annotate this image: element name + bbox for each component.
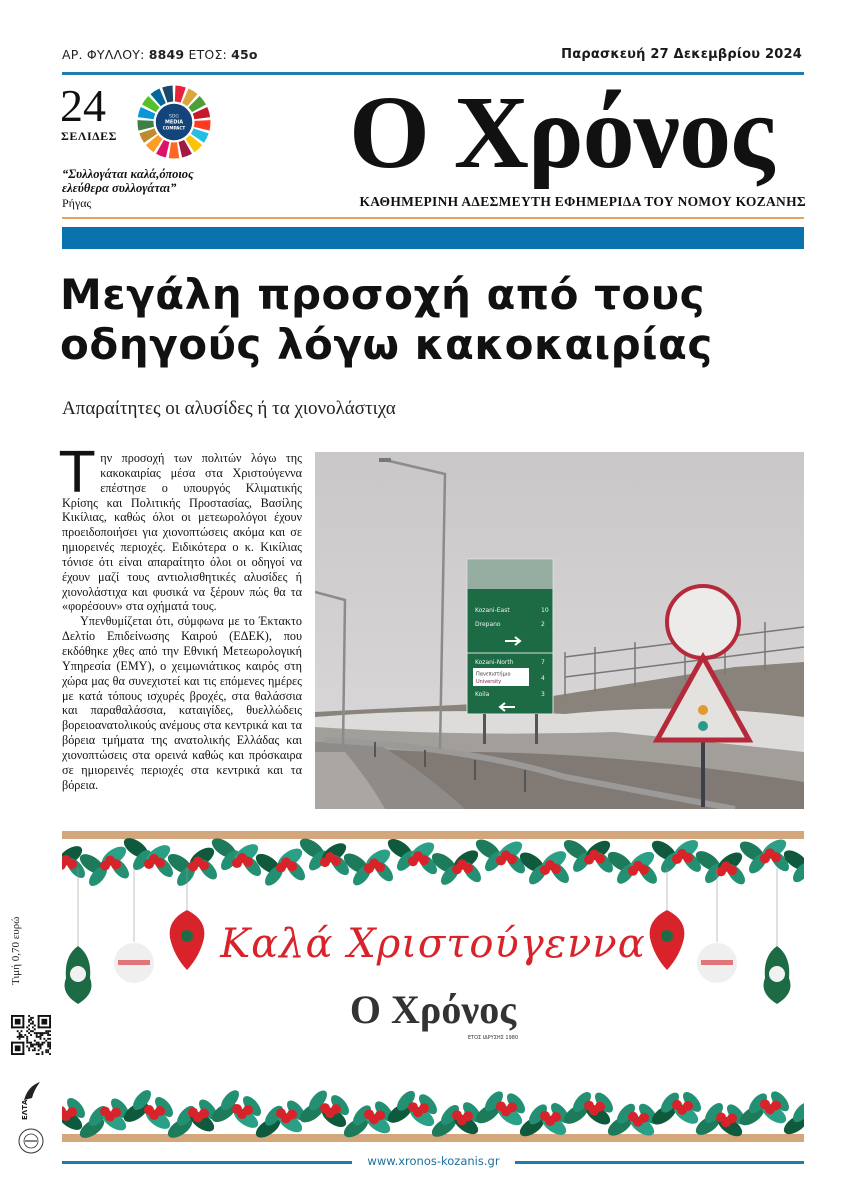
sdg-wedge bbox=[138, 120, 155, 130]
qr-module bbox=[28, 1021, 30, 1023]
masthead-tagline: ΚΑΘΗΜΕΡΙΝΗ ΑΔΕΣΜΕΥΤΗ ΕΦΗΜΕΡΙΔΑ ΤΟΥ ΝΟΜΟΥ ΚΟΖΑΝΗΣ bbox=[359, 194, 806, 209]
qr-module bbox=[11, 1042, 13, 1055]
holly-berry bbox=[375, 862, 385, 872]
holly-berry bbox=[287, 861, 297, 871]
qr-module bbox=[11, 1015, 13, 1028]
qr-module bbox=[49, 1045, 51, 1047]
holly-berry bbox=[320, 1103, 330, 1113]
holly-berry bbox=[188, 1107, 198, 1117]
qr-module bbox=[36, 1032, 38, 1034]
qr-module bbox=[47, 1049, 49, 1051]
holly-berry bbox=[683, 1101, 693, 1111]
holly-berry bbox=[672, 854, 682, 864]
holly-berry bbox=[507, 854, 517, 864]
holly-berry bbox=[100, 860, 110, 870]
quote-line-1: “Συλλογάται καλά,όποιος bbox=[62, 167, 194, 181]
qr-module bbox=[40, 1044, 42, 1046]
qr-module bbox=[17, 1030, 19, 1032]
masthead-title: Ο Χρόνος bbox=[349, 75, 773, 190]
qr-module bbox=[19, 1032, 21, 1034]
qr-module bbox=[41, 1051, 43, 1053]
qr-module bbox=[15, 1019, 21, 1025]
holly-berry bbox=[540, 865, 550, 875]
qr-module bbox=[41, 1042, 43, 1044]
holly-berry bbox=[100, 1106, 110, 1116]
qr-module bbox=[36, 1036, 38, 1038]
qr-module bbox=[38, 1044, 40, 1046]
year-value: 45ο bbox=[231, 47, 258, 62]
qr-module bbox=[19, 1038, 21, 1040]
qr-module bbox=[28, 1049, 30, 1051]
qr-module bbox=[17, 1036, 19, 1038]
holly-berry bbox=[452, 864, 462, 874]
holly-berry bbox=[144, 859, 154, 869]
sign-row: University bbox=[476, 679, 502, 685]
qr-module bbox=[11, 1026, 24, 1028]
qr-module bbox=[24, 1034, 26, 1036]
price-label: Τιμή 0,70 ευρώ bbox=[10, 916, 22, 985]
qr-module bbox=[38, 1053, 40, 1055]
qr-module bbox=[41, 1034, 43, 1036]
holly-berry bbox=[287, 1109, 297, 1119]
holly-berry bbox=[276, 862, 286, 872]
qr-module bbox=[38, 1026, 51, 1028]
sign-row: Koila bbox=[475, 691, 490, 698]
sign-distance: 2 bbox=[541, 621, 545, 628]
qr-module bbox=[30, 1030, 32, 1032]
holly-berry bbox=[375, 1110, 385, 1120]
qr-module bbox=[38, 1036, 40, 1038]
holly-berry bbox=[727, 1113, 737, 1123]
holly-berry bbox=[507, 1102, 517, 1112]
qr-module bbox=[49, 1034, 51, 1036]
qr-module bbox=[40, 1047, 42, 1049]
qr-module bbox=[38, 1049, 40, 1051]
qr-module bbox=[21, 1036, 23, 1038]
sign-distance: 10 bbox=[541, 607, 549, 614]
pages-label: ΣΕΛΙΔΕΣ bbox=[61, 129, 117, 143]
qr-module bbox=[47, 1051, 49, 1053]
qr-module bbox=[34, 1040, 36, 1042]
qr-module bbox=[49, 1047, 51, 1049]
qr-module bbox=[47, 1034, 49, 1036]
holly-berry bbox=[408, 856, 418, 866]
holly-berry bbox=[419, 1103, 429, 1113]
qr-module bbox=[47, 1042, 49, 1044]
svg-text:COMPACT: COMPACT bbox=[162, 125, 186, 131]
qr-module bbox=[26, 1026, 28, 1028]
holly-berry bbox=[595, 1102, 605, 1112]
qr-module bbox=[32, 1021, 34, 1023]
qr-module bbox=[34, 1049, 36, 1051]
holly-berry bbox=[232, 858, 242, 868]
qr-module bbox=[15, 1045, 21, 1051]
sdg-media-compact-logo bbox=[136, 84, 212, 160]
qr-module bbox=[38, 1042, 40, 1044]
holly-berry bbox=[276, 1108, 286, 1118]
issue-info bbox=[62, 47, 258, 62]
sdg-wedge bbox=[194, 120, 211, 130]
banner-logo: Ο Χρόνος bbox=[349, 987, 517, 1032]
holly-berry bbox=[760, 853, 770, 863]
qr-module bbox=[28, 1015, 30, 1017]
holly-berry bbox=[771, 1100, 781, 1110]
banner-founded-year: ΕΤΟΣ ΙΔΡΥΣΗΣ 1980 bbox=[467, 1035, 519, 1041]
holly-berry bbox=[155, 858, 165, 868]
qr-module bbox=[45, 1032, 47, 1034]
qr-module bbox=[28, 1028, 30, 1030]
qr-module bbox=[30, 1034, 32, 1036]
orange-divider bbox=[62, 217, 804, 219]
qr-module bbox=[28, 1047, 30, 1049]
qr-code[interactable] bbox=[11, 1015, 51, 1055]
holly-berry bbox=[716, 1112, 726, 1122]
issue-label: ΑΡ. ΦΥΛΛΟΥ: bbox=[62, 47, 145, 62]
website-link[interactable]: www.xronos-kozanis.gr bbox=[367, 1154, 500, 1168]
holly-berry bbox=[463, 863, 473, 873]
qr-module bbox=[49, 1044, 51, 1046]
qr-module bbox=[36, 1042, 38, 1044]
sign-row: Kozani-North bbox=[475, 659, 514, 666]
qr-module bbox=[28, 1032, 30, 1034]
qr-module bbox=[38, 1015, 51, 1017]
qr-module bbox=[32, 1049, 34, 1051]
qr-module bbox=[45, 1049, 47, 1051]
qr-module bbox=[11, 1042, 24, 1044]
holly-berry bbox=[584, 855, 594, 865]
holly-berry bbox=[111, 1107, 121, 1117]
qr-module bbox=[11, 1015, 24, 1017]
qr-module bbox=[41, 1053, 43, 1055]
qr-module bbox=[32, 1045, 34, 1047]
sign-row: Drepano bbox=[475, 621, 501, 628]
qr-module bbox=[34, 1028, 36, 1030]
qr-module bbox=[47, 1044, 49, 1046]
qr-module bbox=[32, 1030, 34, 1032]
holly-berry bbox=[331, 856, 341, 866]
qr-module bbox=[38, 1015, 40, 1028]
qr-module bbox=[19, 1034, 21, 1036]
qr-module bbox=[30, 1045, 32, 1047]
publisher-seal-icon bbox=[18, 1128, 44, 1154]
qr-module bbox=[22, 1036, 24, 1038]
article-body bbox=[60, 441, 302, 792]
headline-line-2: οδηγούς λόγω κακοκαιρίας bbox=[60, 320, 713, 369]
qr-module bbox=[49, 1030, 51, 1032]
holly-berry bbox=[628, 1112, 638, 1122]
qr-module bbox=[43, 1032, 45, 1034]
qr-module bbox=[30, 1023, 32, 1025]
qr-module bbox=[49, 1053, 51, 1055]
holly-berry bbox=[452, 1110, 462, 1120]
issue-number: 8849 bbox=[148, 47, 185, 62]
holly-berry bbox=[67, 1107, 77, 1117]
article-paragraph-1: ην προσοχή των πολιτών λόγω της κακοκαιρίας μέσα στα Χριστούγεννα επέστησε ο υπουργός Κλιματικής Κρίσης και Πολιτικής Προστασίας, Βασίλης Κικίλιας, καθώς όλοι οι μετεωρολόγοι έχουν προειδοποιήσει για χιονοπτώσεις ακόμα και σε ημιορεινές περιοχές. Ειδικότερα ο κ. Κικίλιας τόνισε ότι είναι απαραίτητο όλοι οι οδηγοί να έχουν μαζί τους αντιολισθητικές αλυσίδες ή χιονολάστιχα και φυσικά να ξέρουν πώς θα τα «φορέσουν» στα οχήματά τους. bbox=[62, 451, 302, 614]
blue-band bbox=[62, 227, 804, 249]
holly-berry bbox=[155, 1106, 165, 1116]
qr-module bbox=[45, 1040, 47, 1042]
qr-module bbox=[36, 1044, 38, 1046]
qr-module bbox=[34, 1047, 36, 1049]
qr-module bbox=[45, 1051, 47, 1053]
qr-module bbox=[36, 1053, 38, 1055]
holly-berry bbox=[551, 864, 561, 874]
qr-module bbox=[49, 1038, 51, 1040]
holly-berry bbox=[683, 853, 693, 863]
qr-module bbox=[26, 1038, 28, 1040]
holly-berry bbox=[243, 1105, 253, 1115]
qr-module bbox=[22, 1042, 24, 1055]
qr-module bbox=[28, 1042, 30, 1044]
holly-berry bbox=[199, 860, 209, 870]
qr-module bbox=[26, 1042, 28, 1044]
svg-text:MEDIA: MEDIA bbox=[164, 119, 184, 126]
quote-line-2: ελεύθερα συλλογάται” bbox=[62, 181, 177, 195]
holly-berry bbox=[243, 857, 253, 867]
holly-berry bbox=[111, 859, 121, 869]
holly-berry bbox=[320, 857, 330, 867]
holly-berry bbox=[716, 866, 726, 876]
holly-berry bbox=[144, 1105, 154, 1115]
qr-module bbox=[30, 1042, 32, 1044]
sign-row: Πανεπιστήμιο bbox=[476, 671, 511, 678]
elta-logo bbox=[18, 1080, 44, 1122]
qr-module bbox=[40, 1038, 42, 1040]
christmas-banner bbox=[62, 828, 804, 1150]
qr-module bbox=[40, 1045, 42, 1047]
sign-row: Kozani-East bbox=[475, 607, 510, 614]
footer-divider-left bbox=[62, 1161, 352, 1164]
drop-cap: Τ bbox=[60, 441, 95, 506]
headline-line-1: Μεγάλη προσοχή από τους bbox=[60, 270, 706, 319]
qr-module bbox=[28, 1019, 30, 1021]
qr-module bbox=[22, 1015, 24, 1028]
qr-module bbox=[49, 1042, 51, 1044]
holly-berry bbox=[408, 1102, 418, 1112]
qr-module bbox=[40, 1034, 42, 1036]
qr-module bbox=[41, 1044, 43, 1046]
qr-module bbox=[49, 1015, 51, 1028]
sign-distance: 7 bbox=[541, 659, 545, 666]
holly-berry bbox=[67, 859, 77, 869]
holly-berry bbox=[419, 855, 429, 865]
qr-module bbox=[34, 1025, 36, 1027]
holly-berry bbox=[639, 1113, 649, 1123]
year-label: ΕΤΟΣ: bbox=[188, 47, 227, 62]
holly-berry bbox=[760, 1099, 770, 1109]
qr-module bbox=[32, 1044, 34, 1046]
holly-berry bbox=[584, 1101, 594, 1111]
holly-berry bbox=[496, 855, 506, 865]
issue-date: Παρασκευή 27 Δεκεμβρίου 2024 bbox=[561, 47, 802, 62]
qr-module bbox=[38, 1032, 40, 1034]
qr-module bbox=[26, 1036, 28, 1038]
qr-module bbox=[30, 1017, 32, 1019]
quote-author: Ρήγας bbox=[62, 196, 92, 210]
qr-module bbox=[32, 1023, 34, 1025]
qr-module bbox=[41, 1032, 43, 1034]
svg-text:SDG: SDG bbox=[169, 114, 179, 120]
qr-module bbox=[47, 1045, 49, 1047]
qr-module bbox=[21, 1034, 23, 1036]
holly-berry bbox=[188, 861, 198, 871]
holly-berry bbox=[463, 1111, 473, 1121]
qr-module bbox=[26, 1040, 28, 1042]
elta-label: ΕΛΤΑ bbox=[21, 1099, 29, 1120]
christmas-greeting: Καλά Χριστούγεννα bbox=[220, 921, 646, 967]
pages-count: 24 bbox=[60, 80, 106, 131]
qr-module bbox=[32, 1026, 34, 1028]
holly-berry bbox=[232, 1104, 242, 1114]
qr-module bbox=[47, 1032, 49, 1034]
qr-module bbox=[26, 1045, 28, 1047]
qr-module bbox=[36, 1034, 38, 1036]
holly-berry bbox=[551, 1112, 561, 1122]
sdg-wedge bbox=[169, 142, 180, 158]
qr-module bbox=[30, 1044, 32, 1046]
qr-module bbox=[28, 1025, 30, 1027]
sign-distance: 3 bbox=[541, 691, 545, 698]
qr-module bbox=[47, 1030, 49, 1032]
qr-module bbox=[43, 1042, 45, 1044]
holly-berry bbox=[540, 1111, 550, 1121]
holly-berry bbox=[199, 1108, 209, 1118]
holly-berry bbox=[331, 1104, 341, 1114]
holly-berry bbox=[364, 1109, 374, 1119]
qr-module bbox=[32, 1017, 34, 1019]
article-photo-snowy-road bbox=[315, 452, 804, 809]
holly-berry bbox=[771, 852, 781, 862]
qr-module bbox=[40, 1032, 42, 1034]
qr-module bbox=[21, 1030, 23, 1032]
qr-module bbox=[45, 1030, 47, 1032]
holly-berry bbox=[727, 865, 737, 875]
qr-module bbox=[38, 1045, 40, 1047]
qr-module bbox=[11, 1053, 24, 1055]
qr-module bbox=[26, 1030, 28, 1032]
qr-module bbox=[34, 1032, 36, 1034]
qr-module bbox=[41, 1019, 47, 1025]
holly-berry bbox=[496, 1101, 506, 1111]
holly-berry bbox=[672, 1100, 682, 1110]
qr-module bbox=[40, 1036, 42, 1038]
qr-module bbox=[34, 1044, 36, 1046]
holly-berry bbox=[639, 865, 649, 875]
article-headline bbox=[60, 270, 820, 370]
article-paragraph-2: Υπενθυμίζεται ότι, σύμφωνα με το Έκτακτο Δελτίο Επιδείνωσης Καιρού (ΕΔΕΚ), που εκδόθηκε χθες από την Εθνική Μετεωρολογική Υπηρεσία (ΕΜΥ), ο χειμωνιάτικος καιρός στη χώρα μας θα συνεχιστεί και τις επόμενες ημέρες με κατά τόπους ισχυρές βροχές, στα θαλάσσια και παραθαλάσσια, καταιγίδες, θυελλώδεις βορειοανατολικούς ανέμους στα κεντρικά και τα βόρεια τμήματα της ανατολικής Ελλάδας και χιονοπτώσεις στα ορεινά καθώς και πρόσκαιρα σε ημιορεινές περιοχές στα κεντρικά και τα βόρεια. bbox=[62, 614, 302, 792]
masthead-quote bbox=[62, 167, 194, 195]
qr-module bbox=[19, 1036, 21, 1038]
footer-divider-right bbox=[515, 1161, 804, 1164]
qr-module bbox=[30, 1019, 32, 1021]
qr-module bbox=[47, 1038, 49, 1040]
holly-berry bbox=[595, 854, 605, 864]
holly-berry bbox=[364, 863, 374, 873]
qr-module bbox=[43, 1038, 45, 1040]
sign-distance: 4 bbox=[541, 675, 545, 682]
holly-berry bbox=[628, 866, 638, 876]
article-subheadline: Απαραίτητες οι αλυσίδες ή τα χιονολάστιχα bbox=[62, 398, 396, 419]
